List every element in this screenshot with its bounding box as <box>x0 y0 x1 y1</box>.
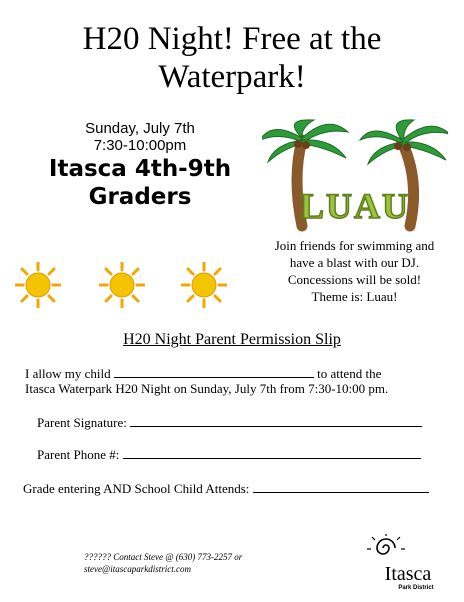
info-line-4: Theme is: Luau! <box>311 289 398 304</box>
luau-sign-text: LUAU <box>299 186 411 226</box>
itasca-park-district-logo <box>364 534 444 592</box>
allow-statement: Itasca Waterpark H20 Night on Sunday, July 7th from 7:30-10:00 pm. <box>25 381 389 396</box>
grade-label: Grade entering AND School Child Attends: <box>23 481 250 496</box>
title-line-2: Waterpark! <box>158 59 306 95</box>
event-time: 7:30-10:00pm <box>93 137 187 154</box>
allow-prefix: I allow my child <box>25 366 111 381</box>
phone-label: Parent Phone #: <box>37 447 120 462</box>
logo-subtitle: Park District <box>398 585 434 591</box>
contact-info <box>84 551 304 575</box>
signature-row <box>37 414 422 431</box>
allow-suffix: to attend the <box>317 366 382 381</box>
audience-line-1: Itasca 4th-9th <box>48 156 232 182</box>
child-name-field[interactable] <box>114 365 314 378</box>
event-date: Sunday, July 7th <box>85 120 195 137</box>
sun-icon <box>99 262 145 308</box>
luau-palm-illustration <box>262 118 448 232</box>
event-info <box>252 237 457 305</box>
sun-icon <box>15 262 61 308</box>
phone-field[interactable] <box>123 446 421 459</box>
page-title <box>0 20 464 96</box>
logo-name: Itasca <box>384 563 432 585</box>
contact-line-2[interactable]: steve@itascaparkdistrict.com <box>84 564 192 574</box>
signature-label: Parent Signature: <box>37 415 127 430</box>
audience-heading <box>20 155 260 211</box>
signature-field[interactable] <box>130 414 422 427</box>
info-line-2: have a blast with our DJ. <box>289 255 420 270</box>
info-line-1: Join friends for swimming and <box>274 238 435 253</box>
contact-line-1: ?????? Contact Steve @ (630) 773-2257 or <box>84 552 243 562</box>
permission-slip-title: H20 Night Parent Permission Slip <box>123 331 341 348</box>
sun-icon <box>181 262 227 308</box>
child-name-row <box>25 365 381 382</box>
title-line-1: H20 Night! Free at the <box>82 21 382 57</box>
info-line-3: Concessions will be sold! <box>287 272 422 287</box>
phone-row <box>37 446 421 463</box>
grade-school-field[interactable] <box>253 480 429 493</box>
grade-school-row <box>23 480 429 497</box>
audience-line-2: Graders <box>88 184 192 210</box>
